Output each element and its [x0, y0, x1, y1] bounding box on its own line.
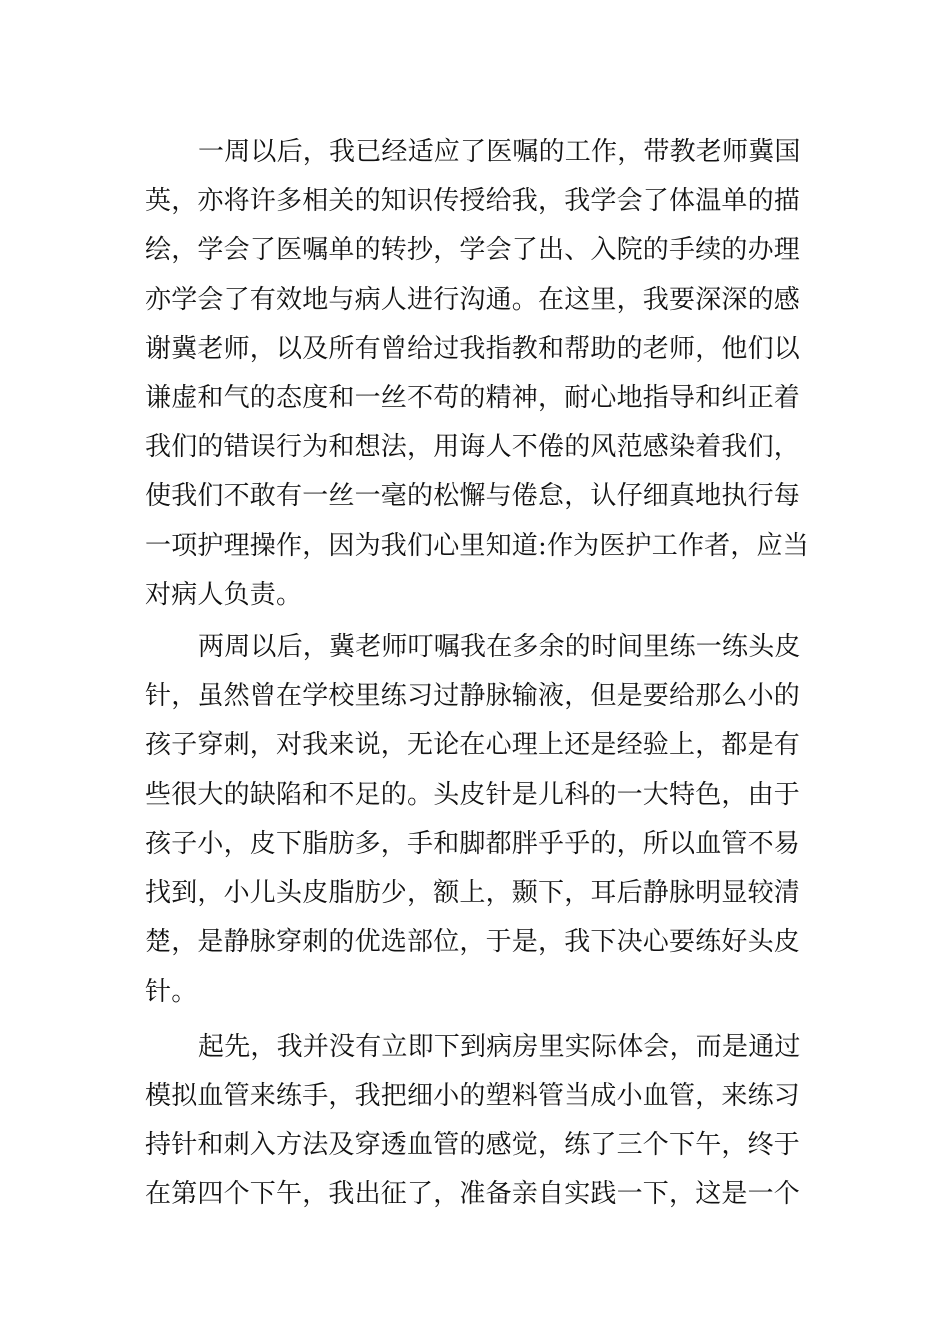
text-line: 针，虽然曾在学校里练习过静脉输液，但是要给那么小的	[145, 681, 801, 711]
text-line: 找到，小儿头皮脂肪少，额上，颞下，耳后静脉明显较清	[145, 878, 801, 908]
text-line: 谦虚和气的态度和一丝不苟的精神，耐心地指导和纠正着	[145, 383, 801, 413]
text-line: 些很大的缺陷和不足的。头皮针是儿科的一大特色，由于	[145, 780, 801, 810]
text-line: 我们的错误行为和想法，用诲人不倦的风范感染着我们，	[145, 432, 801, 462]
text-line: 对病人负责。	[145, 580, 303, 610]
text-line: 模拟血管来练手，我把细小的塑料管当成小血管，来练习	[145, 1081, 801, 1111]
text-line: 绘，学会了医嘱单的转抄，学会了出、入院的手续的办理	[145, 235, 801, 265]
text-line: 持针和刺入方法及穿透血管的感觉，练了三个下午，终于	[145, 1130, 801, 1160]
text-line: 孩子穿刺，对我来说，无论在心理上还是经验上，都是有	[145, 730, 801, 760]
text-line: 孩子小，皮下脂肪多，手和脚都胖乎乎的，所以血管不易	[145, 829, 801, 859]
text-line: 起先，我并没有立即下到病房里实际体会，而是通过	[198, 1032, 801, 1062]
text-line: 在第四个下午，我出征了，准备亲自实践一下，这是一个	[145, 1179, 801, 1209]
text-line: 亦学会了有效地与病人进行沟通。在这里，我要深深的感	[145, 285, 801, 315]
text-line: 一周以后，我已经适应了医嘱的工作，带教老师冀国	[198, 137, 801, 167]
text-line: 谢冀老师，以及所有曾给过我指教和帮助的老师，他们以	[145, 334, 801, 364]
text-line: 两周以后，冀老师叮嘱我在多余的时间里练一练头皮	[198, 632, 801, 662]
text-line: 针。	[145, 977, 198, 1007]
text-line: 一项护理操作，因为我们心里知道:作为医护工作者，应当	[145, 531, 809, 561]
text-line: 英，亦将许多相关的知识传授给我，我学会了体温单的描	[145, 186, 801, 216]
text-line: 楚，是静脉穿刺的优选部位，于是，我下决心要练好头皮	[145, 927, 801, 957]
text-line: 使我们不敢有一丝一毫的松懈与倦怠，认仔细真地执行每	[145, 481, 801, 511]
